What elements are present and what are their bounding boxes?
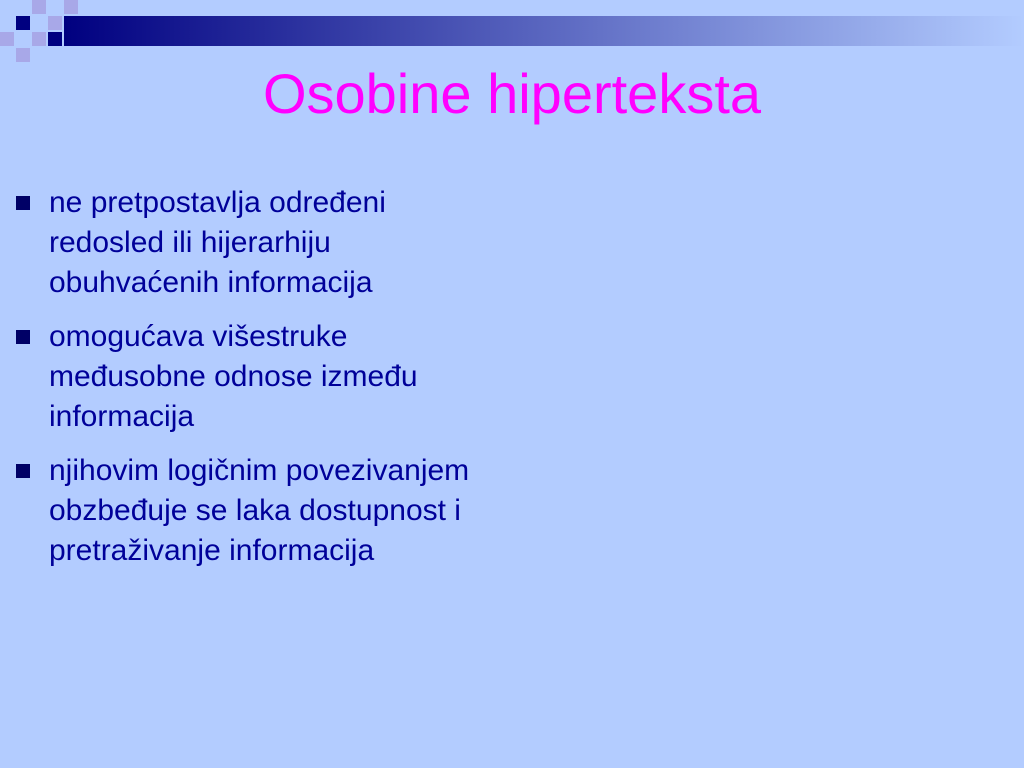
deco-square-dark [48,32,62,46]
deco-square-dark [16,16,30,30]
bullet-text-line: ne pretpostavlja određeni [49,186,386,219]
bullet-text-line: informacija [49,400,195,433]
bullet-text-line: međusobne odnose između [49,360,418,393]
bullet-item [12,451,652,571]
slide-title: Osobine hiperteksta [262,62,762,125]
bullet-text-line: pretraživanje informacija [49,534,375,567]
deco-square-light [32,0,46,14]
deco-square-light [64,0,78,14]
square-bullet-icon [16,464,30,478]
header-gradient-bar [64,16,1024,46]
bullet-item [12,183,652,303]
bullet-text-line: obzbeđuje se laka dostupnost i [49,494,461,527]
bullet-item [12,317,652,437]
square-bullet-icon [16,196,30,210]
bullet-text-line: njihovim logičnim povezivanjem [49,454,470,487]
bullet-text-line: redosled ili hijerarhiju [49,226,331,259]
bullet-text-line: obuhvaćenih informacija [49,266,373,299]
deco-square-light [48,16,62,30]
deco-square-light [0,32,14,46]
bullet-text-line: omogućava višestruke [49,320,348,353]
square-bullet-icon [16,330,30,344]
deco-square-light [32,32,46,46]
bullet-list [12,183,652,585]
